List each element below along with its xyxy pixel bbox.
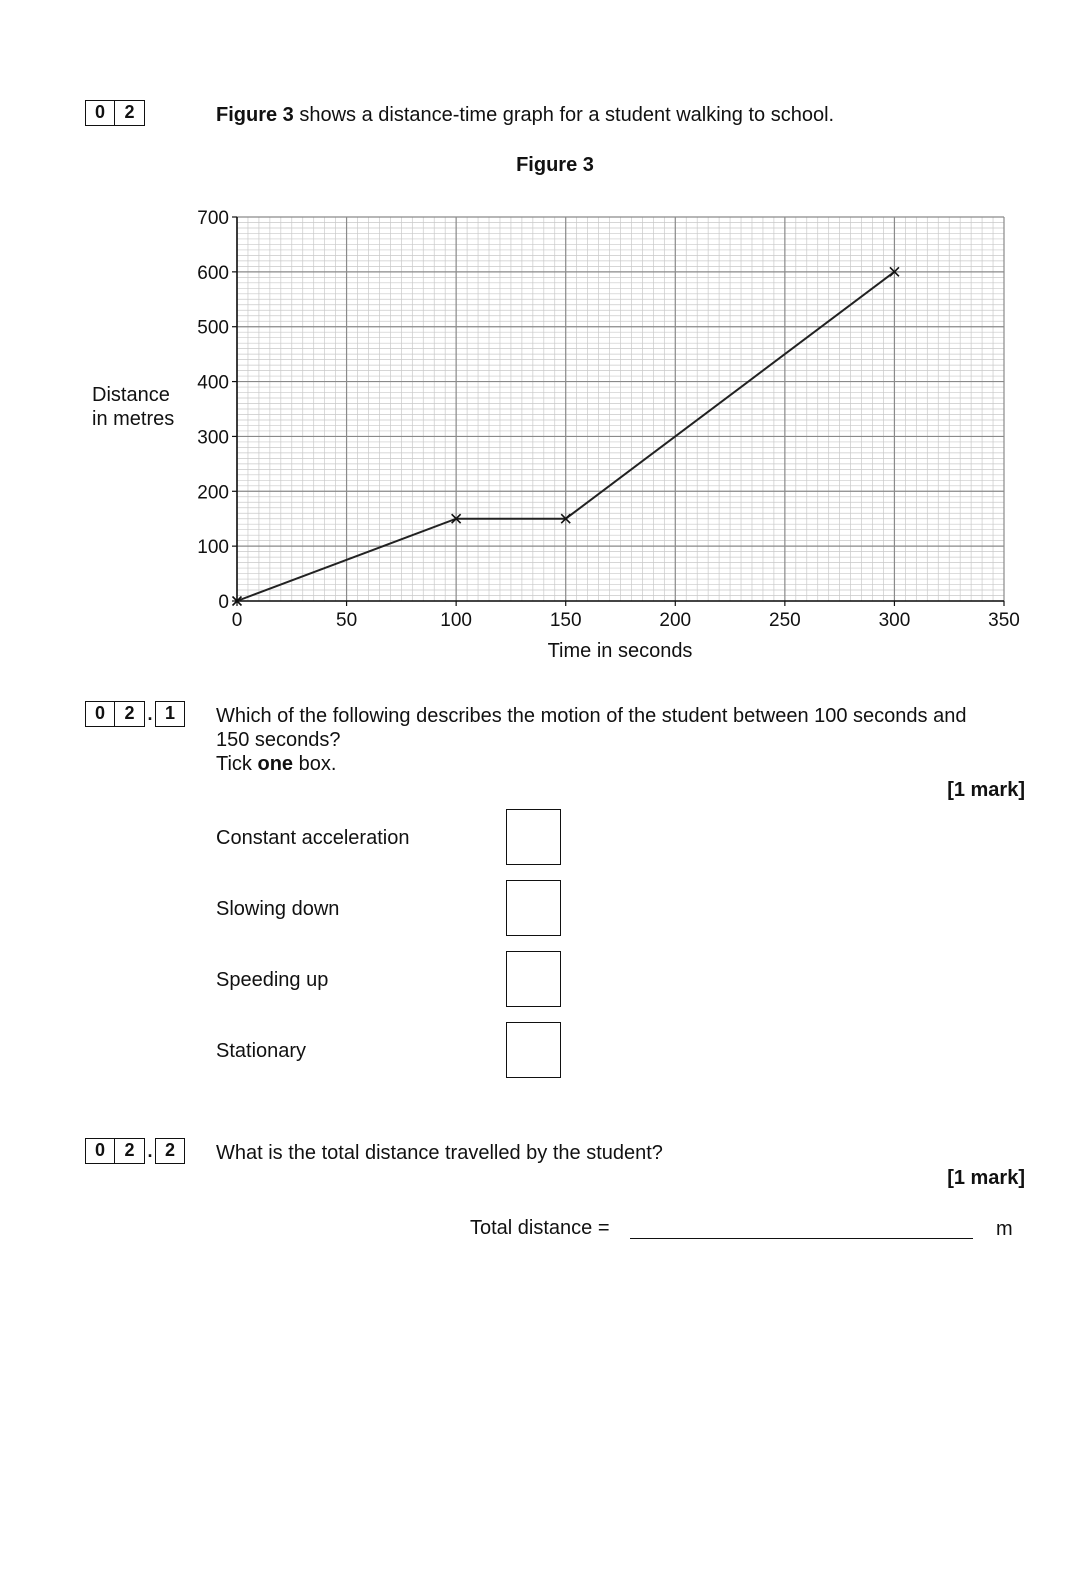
question-number-02-1 [85,701,185,727]
x-tick-label: 0 [231,610,243,631]
x-tick-label: 300 [878,610,911,631]
tick-box-slowing-down[interactable] [506,880,561,936]
tick-instruction-post: box. [293,753,337,775]
question-digit: 0 [85,100,115,126]
question-line: 150 seconds? [216,729,341,751]
question-digit: 2 [115,701,145,727]
y-tick-label: 500 [197,317,229,339]
y-tick-label: 700 [197,208,229,229]
question-digit: 0 [85,1138,115,1164]
answer-label: Total distance = [470,1217,610,1239]
option-label-slowing-down: Slowing down [216,898,340,920]
y-tick-label: 300 [197,427,229,449]
question-02-1-text [216,704,966,776]
y-tick-label: 100 [197,537,229,559]
option-label-speeding-up: Speeding up [216,969,329,991]
answer-input-line[interactable] [630,1238,973,1239]
answer-unit: m [996,1218,1013,1240]
y-tick-label: 400 [197,372,229,394]
tick-box-constant-acceleration[interactable] [506,809,561,865]
question-number-02-2 [85,1138,185,1164]
option-label-constant-acceleration: Constant acceleration [216,827,410,849]
x-axis-label: Time in seconds [547,640,693,662]
marks-label: [1 mark] [947,779,1025,801]
question-separator: . [147,704,153,724]
tick-instruction-pre: Tick [216,753,258,775]
x-tick-labels [232,610,1020,631]
question-digit: 2 [115,100,145,126]
figure-reference: Figure 3 [216,104,294,126]
question-digit: 0 [85,701,115,727]
question-02-2-text: What is the total distance travelled by the student? [216,1142,663,1164]
question-separator: . [147,1141,153,1161]
tick-box-speeding-up[interactable] [506,951,561,1007]
x-tick-label: 350 [988,610,1020,631]
tick-instruction [216,752,966,776]
question-digit: 2 [115,1138,145,1164]
y-tick-labels [197,208,229,613]
distance-time-graph [0,0,1080,680]
question-digit: 1 [155,701,185,727]
y-axis-label-line: in metres [92,408,175,430]
y-tick-label: 200 [197,482,229,504]
y-tick-label: 0 [218,592,229,613]
tick-box-stationary[interactable] [506,1022,561,1078]
x-tick-label: 200 [659,610,692,631]
x-tick-label: 50 [336,610,358,631]
question-line: Which of the following describes the motion of the student between 100 seconds and [216,705,967,727]
x-tick-label: 250 [769,610,801,631]
tick-instruction-bold: one [257,753,294,775]
marks-label: [1 mark] [947,1167,1025,1189]
question-digit: 2 [155,1138,185,1164]
x-tick-label: 150 [549,610,582,631]
y-axis-label-line: Distance [92,384,170,406]
minor-grid [237,217,1004,601]
y-tick-label: 600 [197,262,229,284]
figure-caption: Figure 3 [516,154,594,176]
intro-text: shows a distance-time graph for a student walking to school. [293,104,835,126]
option-label-stationary: Stationary [216,1040,307,1062]
x-tick-label: 100 [440,610,472,631]
